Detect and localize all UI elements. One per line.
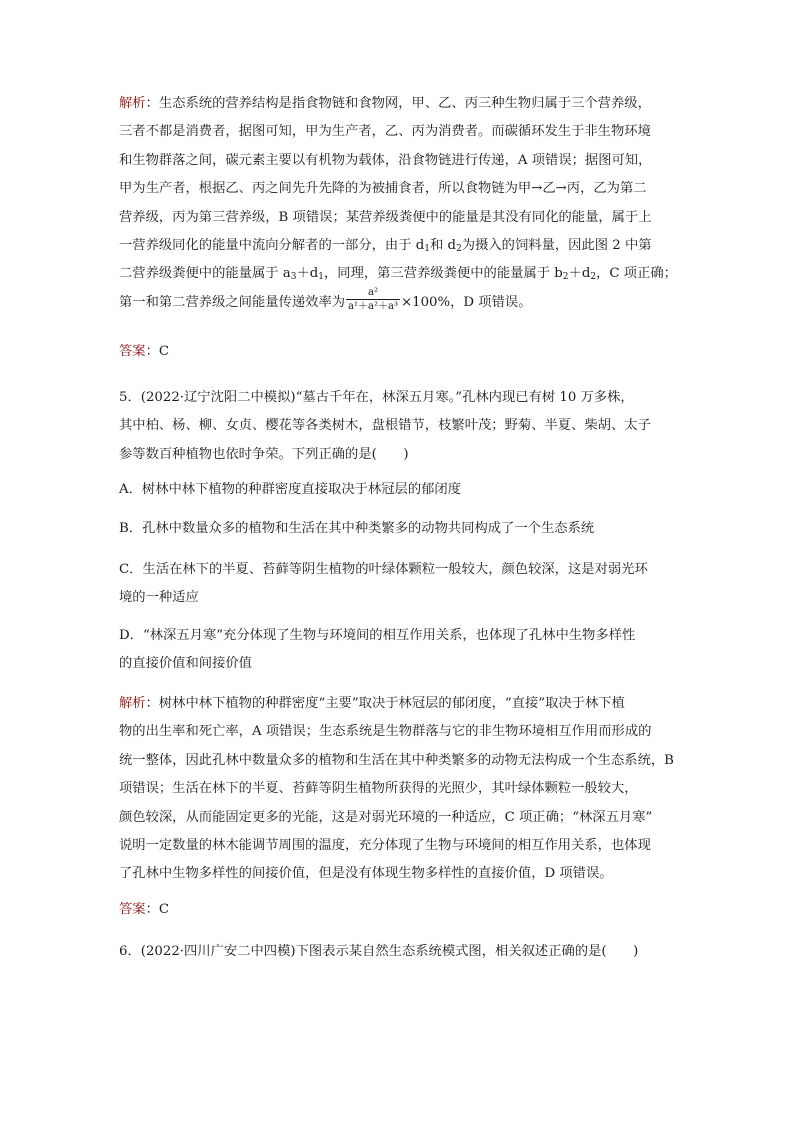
option-a: A．树林中林下植物的种群密度直接取决于林冠层的郁闭度 — [119, 482, 462, 497]
analysis-5-line-7: 了孔林中生物多样性的间接价值，但是没有体现生物多样性的直接价值，D 项错误。 — [119, 866, 613, 882]
analysis-4-line-7: 二营养级粪便中的能量属于 $a_3+d_1$，同理，第三营养级粪便中的能量属于 $b_2+d_2$，C 项正确； — [119, 266, 677, 283]
analysis-4 — [119, 90, 685, 323]
option-c: C．生活在林下的半夏、苔藓等阴生植物的叶绿体颗粒一般较大，颜色较深，这是对弱光环 境的一种适应 — [119, 562, 648, 606]
analysis-5 — [119, 690, 685, 889]
analysis-5-line-3: 统一整体，因此孔林中数量众多的植物和生活在其中种类繁多的动物无法构成一个生态系统，B — [119, 752, 674, 768]
analysis-label: 解析 — [119, 96, 146, 111]
analysis-5-line-1: 解析：树林中林下植物的种群密度“主要”取决于林冠层的郁闭度，“直接”取决于林下植 — [119, 696, 625, 711]
answer-label: 答案 — [119, 902, 146, 917]
analysis-label: 解析 — [119, 696, 146, 711]
question-6: 6．(2022·四川广安二中四模)下图表示某自然生态系统模式图，相关叙述正确的是( ) — [119, 944, 639, 959]
answer-4: 答案：C — [119, 344, 170, 359]
analysis-4-line-1: 解析：生态系统的营养结构是指食物链和食物网，甲、乙、丙三种生物归属于三个营养级， — [119, 96, 651, 111]
option-b: B．孔林中数量众多的植物和生活在其中种类繁多的动物共同构成了一个生态系统 — [119, 521, 595, 536]
analysis-5-line-2: 物的出生率和死亡率，A 项错误；生态系统是生物群落与它的非生物环境相互作用而形成的 — [119, 724, 652, 740]
answer-label: 答案 — [119, 344, 146, 359]
fraction-denominator: a¹＋a²＋a³ — [348, 300, 398, 312]
efficiency-fraction — [346, 286, 400, 313]
analysis-5-line-4: 项错误；生活在林下的半夏、苔藓等阴生植物所获得的光照少，其叶绿体颗粒一般较大， — [119, 781, 638, 797]
analysis-4-line-3: 和生物群落之间，碳元素主要以有机物为载体，沿食物链进行传递，A 项错误；据图可知， — [119, 152, 652, 168]
analysis-5-line-5: 颜色较深，从而能固定更多的光能，这是对弱光环境的一种适应，C 项正确；“林深五月寒” — [119, 809, 653, 825]
question-5-line-2: 其中柏、杨、柳、女贞、樱花等各类树木，盘根错节，枝繁叶茂；野菊、半夏、柴胡、太子 — [119, 418, 651, 434]
analysis-4-line-8: 第一和第二营养级之间能量传递效率为 $\frac{\text{a²}}{\text{a¹＋a²＋a³}}$ ×100%，D 项错误。 — [119, 286, 532, 312]
question-5-line-3: 参等数百种植物也依时争荣。下列正确的是( ) — [119, 446, 409, 462]
option-d: D．“林深五月寒”充分体现了生物与环境间的相互作用关系，也体现了孔林中生物多样性 的直接价值和间接价值 — [119, 628, 636, 672]
question-5 — [119, 384, 685, 469]
analysis-4-line-2: 三者不都是消费者，据图可知，甲为生产者，乙、丙为消费者。而碳循环发生于非生物环境 — [119, 124, 651, 140]
fraction-numerator: a² — [346, 286, 400, 300]
question-5-line-1: 5．(2022·辽宁沈阳二中模拟)“墓古千年在，林深五月寒。”孔林内现已有树 10 万多株， — [119, 390, 634, 405]
analysis-4-line-5: 营养级，丙为第三营养级，B 项错误；某营养级粪便中的能量是其没有同化的能量，属于上 — [119, 209, 652, 225]
analysis-4-line-6: 一营养级同化的能量中流向分解者的一部分，由于 $d_1$和 $d_2$为摄入的饲料量，因此图 2 中第 — [119, 237, 652, 254]
answer-5: 答案：C — [119, 902, 170, 917]
analysis-5-line-6: 说明一定数量的林木能调节周围的温度，充分体现了生物与环境间的相互作用关系，也体现 — [119, 837, 651, 853]
analysis-4-line-4: 甲为生产者，根据乙、丙之间先升先降的为被捕食者，所以食物链为甲→乙→丙，乙为第二 — [119, 181, 647, 197]
